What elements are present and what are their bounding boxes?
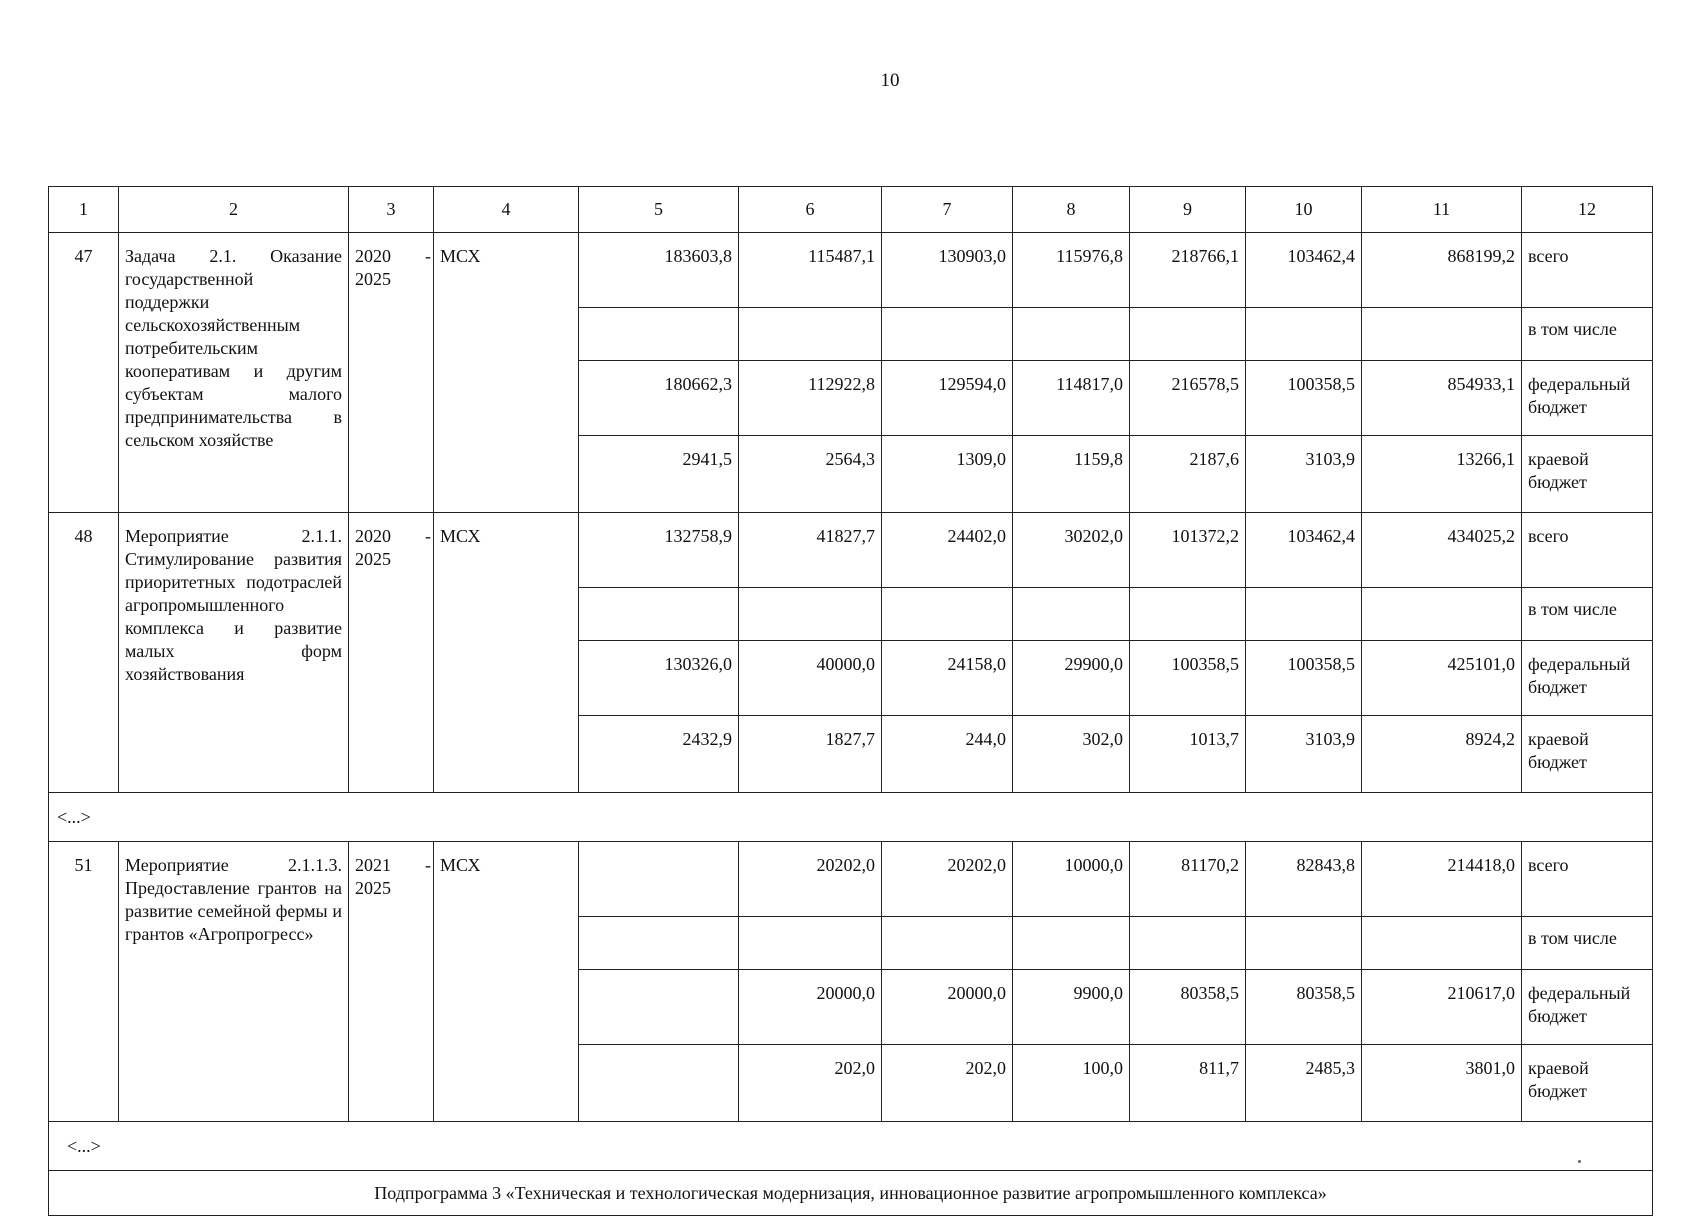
subprogram-row [49,1171,1653,1216]
value-cell: 10000,0 [1013,842,1130,917]
value-cell: 183603,8 [579,233,739,308]
value-cell: 130326,0 [579,641,739,716]
source-label: краевой бюджет [1522,436,1653,513]
value-cell: 811,7 [1130,1045,1246,1122]
value-cell: 302,0 [1013,716,1130,793]
period-end: 2025 [355,269,391,289]
row-period [349,842,434,1122]
value-cell: 30202,0 [1013,513,1130,588]
value-cell: 1013,7 [1130,716,1246,793]
value-cell: 8924,2 [1362,716,1522,793]
value-cell: 129594,0 [882,361,1013,436]
source-label: федеральный бюджет [1522,641,1653,716]
budget-table [48,186,1653,1216]
value-cell: 3103,9 [1246,716,1362,793]
row-index: 47 [49,233,119,513]
period-dash: - [425,246,431,266]
value-cell: 80358,5 [1130,970,1246,1045]
header-cell: 2 [119,187,349,233]
value-cell [579,970,739,1045]
value-cell: 115487,1 [739,233,882,308]
value-cell: 3103,9 [1246,436,1362,513]
value-cell: 13266,1 [1362,436,1522,513]
value-cell: 132758,9 [579,513,739,588]
value-cell: 202,0 [882,1045,1013,1122]
value-cell: 80358,5 [1246,970,1362,1045]
header-cell: 6 [739,187,882,233]
header-cell: 12 [1522,187,1653,233]
header-cell: 4 [434,187,579,233]
scan-speck [1578,1160,1581,1163]
table-row [49,233,1653,308]
value-cell: 2941,5 [579,436,739,513]
subprogram-title: Подпрограмма 3 «Техническая и технологическая модернизация, инновационное развитие агропромышленного комплекса» [49,1171,1653,1216]
value-cell: 214418,0 [1362,842,1522,917]
value-cell: 202,0 [739,1045,882,1122]
value-cell: 103462,4 [1246,233,1362,308]
value-cell: 2432,9 [579,716,739,793]
source-label: всего [1522,842,1653,917]
period-end: 2025 [355,878,391,898]
row-description: Мероприятие 2.1.1.3. Предоставление грантов на развитие семейной фермы и грантов «Агропрогресс» [119,842,349,1122]
value-cell: 130903,0 [882,233,1013,308]
row-period [349,513,434,793]
value-cell: 216578,5 [1130,361,1246,436]
value-cell: 20202,0 [882,842,1013,917]
value-cell: 9900,0 [1013,970,1130,1045]
value-cell: 103462,4 [1246,513,1362,588]
period-start: 2020 [355,246,391,266]
header-row [49,187,1653,233]
value-cell: 218766,1 [1130,233,1246,308]
value-cell: 100,0 [1013,1045,1130,1122]
gap-marker: <...> [49,1122,1653,1171]
value-cell: 425101,0 [1362,641,1522,716]
value-cell: 40000,0 [739,641,882,716]
value-cell: 41827,7 [739,513,882,588]
value-cell: 210617,0 [1362,970,1522,1045]
header-cell: 7 [882,187,1013,233]
value-cell: 2564,3 [739,436,882,513]
header-cell: 3 [349,187,434,233]
period-start: 2020 [355,526,391,546]
gap-row [49,793,1653,842]
value-cell: 82843,8 [1246,842,1362,917]
page-number: 10 [880,70,900,91]
source-label: всего [1522,233,1653,308]
value-cell: 24402,0 [882,513,1013,588]
value-cell: 868199,2 [1362,233,1522,308]
source-label: в том числе [1522,588,1653,641]
table-row [49,842,1653,917]
source-label: федеральный бюджет [1522,361,1653,436]
value-cell: 2485,3 [1246,1045,1362,1122]
value-cell: 20202,0 [739,842,882,917]
header-cell: 11 [1362,187,1522,233]
value-cell: 112922,8 [739,361,882,436]
row-executor: МСХ [434,842,579,1122]
header-cell: 1 [49,187,119,233]
value-cell: 81170,2 [1130,842,1246,917]
value-cell [579,842,739,917]
value-cell: 101372,2 [1130,513,1246,588]
source-label: краевой бюджет [1522,716,1653,793]
value-cell: 854933,1 [1362,361,1522,436]
source-label: всего [1522,513,1653,588]
value-cell: 100358,5 [1246,361,1362,436]
value-cell: 100358,5 [1130,641,1246,716]
row-description: Задача 2.1. Оказание государственной поддержки сельскохозяйственным потребительским кооперативам и другим субъектам малого предпринимательства в сельском хозяйстве [119,233,349,513]
row-index: 51 [49,842,119,1122]
row-period [349,233,434,513]
source-label: федеральный бюджет [1522,970,1653,1045]
value-cell: 434025,2 [1362,513,1522,588]
value-cell: 2187,6 [1130,436,1246,513]
value-cell [579,1045,739,1122]
value-cell: 20000,0 [882,970,1013,1045]
period-dash: - [425,855,431,875]
row-index: 48 [49,513,119,793]
period-start: 2021 [355,855,391,875]
header-cell: 8 [1013,187,1130,233]
table-row [49,513,1653,588]
value-cell: 1827,7 [739,716,882,793]
value-cell: 244,0 [882,716,1013,793]
header-cell: 10 [1246,187,1362,233]
value-cell: 3801,0 [1362,1045,1522,1122]
value-cell: 1309,0 [882,436,1013,513]
value-cell: 1159,8 [1013,436,1130,513]
value-cell: 100358,5 [1246,641,1362,716]
source-label: в том числе [1522,917,1653,970]
row-executor: МСХ [434,233,579,513]
row-executor: МСХ [434,513,579,793]
source-label: краевой бюджет [1522,1045,1653,1122]
gap-marker: <...> [49,793,1653,842]
value-cell: 114817,0 [1013,361,1130,436]
value-cell: 29900,0 [1013,641,1130,716]
period-end: 2025 [355,549,391,569]
value-cell: 180662,3 [579,361,739,436]
header-cell: 9 [1130,187,1246,233]
value-cell: 24158,0 [882,641,1013,716]
header-cell: 5 [579,187,739,233]
gap-row [49,1122,1653,1171]
value-cell: 115976,8 [1013,233,1130,308]
row-description: Мероприятие 2.1.1. Стимулирование развития приоритетных подотраслей агропромышленного комплекса и развитие малых форм хозяйствования [119,513,349,793]
source-label: в том числе [1522,308,1653,361]
period-dash: - [425,526,431,546]
value-cell: 20000,0 [739,970,882,1045]
